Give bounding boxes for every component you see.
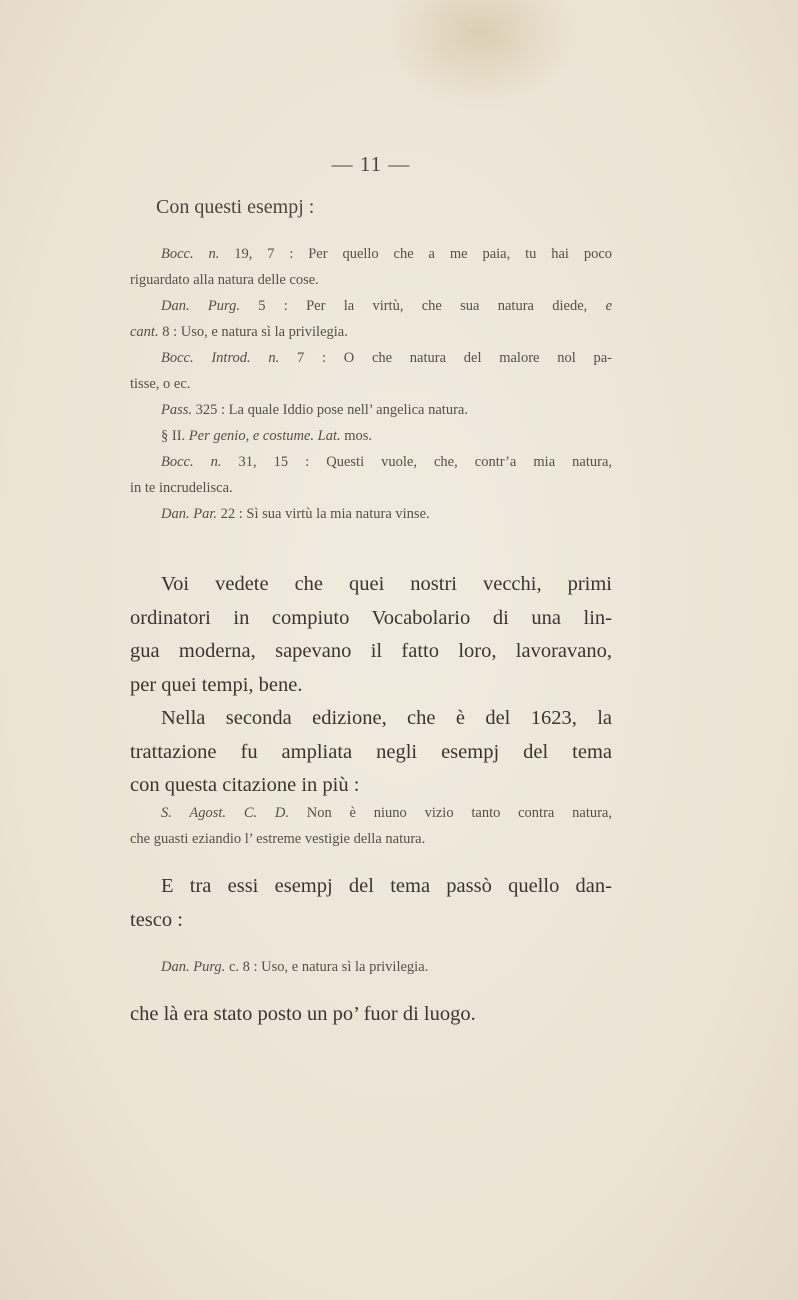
quote-text: 5 : Per la virtù, che sua natura diede, — [239, 298, 606, 314]
text-line: tesco : — [130, 908, 183, 931]
quote-source: Dan. Purg. — [161, 959, 226, 975]
quote-source: Pass. — [161, 402, 193, 418]
quote-block-dante — [130, 954, 612, 980]
quote-source: cant. — [130, 324, 159, 340]
quote-text: 22 : Sì sua virtù la mia natura vinse. — [217, 506, 430, 522]
quote-line — [130, 293, 612, 319]
quote-source: Dan. Purg. — [161, 298, 240, 314]
text-line: gua moderna, sapevano il fatto loro, lavoravano, — [130, 640, 612, 662]
quote-line: che guasti eziandio l’ estreme vestigie della natura. — [130, 831, 426, 847]
quote-block-1 — [130, 241, 612, 527]
text-line: Nella seconda edizione, che è del 1623, la — [161, 707, 612, 729]
section-number: § II. — [161, 428, 186, 444]
quote-text: 7 : O che natura del malore nol pa- — [279, 350, 612, 366]
quote-source: S. Agost. C. D. — [161, 805, 290, 821]
quote-line — [130, 319, 612, 345]
quote-source: Dan. Par. — [161, 506, 217, 522]
quote-text: c. 8 : Uso, e natura sì la privilegia. — [225, 959, 429, 975]
quote-line: in te incrudelisca. — [130, 480, 233, 496]
text-line: per quei tempi, bene. — [130, 673, 303, 696]
quote-block-agostino — [130, 800, 612, 852]
intro-line: Con questi esempj : — [156, 196, 315, 218]
quote-line — [130, 501, 612, 527]
text-line: Voi vedete che quei nostri vecchi, primi — [161, 573, 612, 595]
paragraph-e-tra — [130, 870, 612, 937]
paragraph-voi-vedete — [130, 568, 612, 803]
quote-line — [130, 397, 612, 423]
quote-line — [130, 954, 612, 980]
quote-line — [130, 800, 612, 826]
quote-text: 19, 7 : Per quello che a me paia, tu hai poco — [219, 246, 613, 262]
quote-line — [130, 449, 612, 475]
text-line: con questa citazione in più : — [130, 774, 360, 796]
quote-text: 31, 15 : Questi vuole, che, contr’a mia natura, — [221, 454, 613, 470]
quote-line — [130, 345, 612, 371]
section-heading — [130, 423, 612, 449]
section-latin: mos. — [340, 428, 373, 444]
quote-source: Bocc. Introd. n. — [161, 350, 280, 366]
quote-line — [130, 241, 612, 267]
quote-text: 8 : Uso, e natura sì la privilegia. — [158, 324, 348, 340]
quote-line: riguardato alla natura delle cose. — [130, 272, 319, 288]
page-number: — 11 — — [331, 152, 411, 176]
paragraph-che-la — [130, 998, 612, 1032]
quote-source: Bocc. n. — [161, 454, 222, 470]
section-title: Per genio, e costume. Lat. — [188, 428, 341, 444]
text-line: ordinatori in compiuto Vocabolario di una lin- — [130, 606, 612, 629]
text-line: trattazione fu ampliata negli esempj del tema — [130, 740, 612, 763]
text-line: E tra essi esempj del tema passò quello dan- — [161, 875, 612, 897]
quote-connector: e — [605, 298, 612, 314]
quote-text: 325 : La quale Iddio pose nell’ angelica natura. — [192, 402, 468, 418]
quote-line: tisse, o ec. — [130, 376, 191, 392]
text-line: che là era stato posto un po’ fuor di luogo. — [130, 1003, 476, 1025]
paper-stain — [380, 0, 580, 110]
quote-text: Non è niuno vizio tanto contra natura, — [289, 805, 612, 821]
quote-source: Bocc. n. — [161, 246, 220, 262]
